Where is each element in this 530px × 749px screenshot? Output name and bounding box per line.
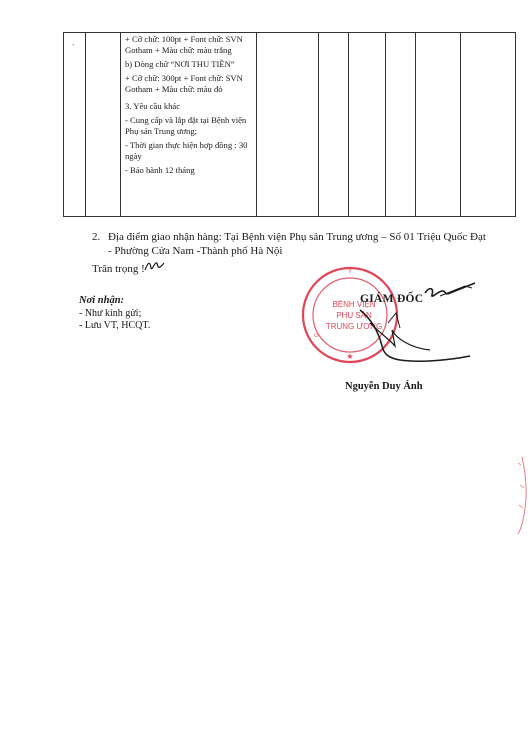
tick-mark: ` bbox=[72, 43, 75, 52]
seal-line: BỆNH VIỆN bbox=[332, 300, 376, 309]
recipient-item: - Như kính gửi; bbox=[79, 308, 142, 319]
director-title: GIÁM ĐỐC bbox=[360, 293, 424, 305]
delivery-number: 2. bbox=[92, 231, 101, 243]
signer-name: Nguyễn Duy Ánh bbox=[345, 381, 423, 392]
desc-line: + Cỡ chữ: 300pt + Font chữ: SVN Gotham + Màu chữ: màu đỏ bbox=[125, 73, 243, 94]
table-cell bbox=[349, 33, 386, 217]
seal-edge-fragment bbox=[512, 455, 530, 535]
seal-line: TRUNG ƯƠNG bbox=[325, 322, 383, 331]
table-cell bbox=[386, 33, 416, 217]
desc-line: + Cỡ chữ: 100pt + Font chữ: SVN Gotham + Màu chữ: màu trắng bbox=[125, 34, 243, 55]
specification-table bbox=[63, 32, 516, 217]
svg-text:G: G bbox=[314, 333, 319, 339]
table-row bbox=[64, 33, 516, 217]
table-cell bbox=[461, 33, 516, 217]
desc-line: 3. Yêu cầu khác bbox=[125, 101, 181, 111]
desc-line: - Bảo hành 12 tháng bbox=[125, 165, 195, 175]
initials-signature bbox=[143, 258, 165, 274]
recipient-item: - Lưu VT, HCQT. bbox=[79, 320, 151, 331]
desc-line: - Cung cấp và lắp đặt tại Bệnh viện Phụ sản Trung ương; bbox=[125, 115, 247, 136]
table-cell bbox=[416, 33, 461, 217]
svg-text:★: ★ bbox=[346, 352, 354, 361]
table-cell-index bbox=[64, 33, 86, 217]
desc-line: - Thời gian thực hiện hợp đồng : 30 ngày bbox=[125, 140, 248, 161]
delivery-location bbox=[92, 230, 492, 258]
desc-line: b) Dòng chữ “NƠI THU TIỀN” bbox=[125, 59, 235, 69]
table-cell-description bbox=[121, 33, 257, 217]
seal-line: PHỤ SẢN bbox=[336, 311, 372, 320]
table-cell bbox=[319, 33, 349, 217]
svg-text:Y: Y bbox=[347, 269, 353, 275]
delivery-text: Địa điểm giao nhận hàng: Tại Bệnh viện Phụ sản Trung ương – Số 01 Triệu Quốc Đạt - Phường Cửa Nam -Thành phố Hà Nội bbox=[108, 231, 486, 257]
recipients-heading: Nơi nhận: bbox=[79, 295, 125, 306]
closing-regards: Trân trọng ! bbox=[92, 263, 145, 275]
table-cell-code bbox=[86, 33, 121, 217]
table-cell bbox=[257, 33, 319, 217]
director-signature bbox=[300, 268, 480, 378]
